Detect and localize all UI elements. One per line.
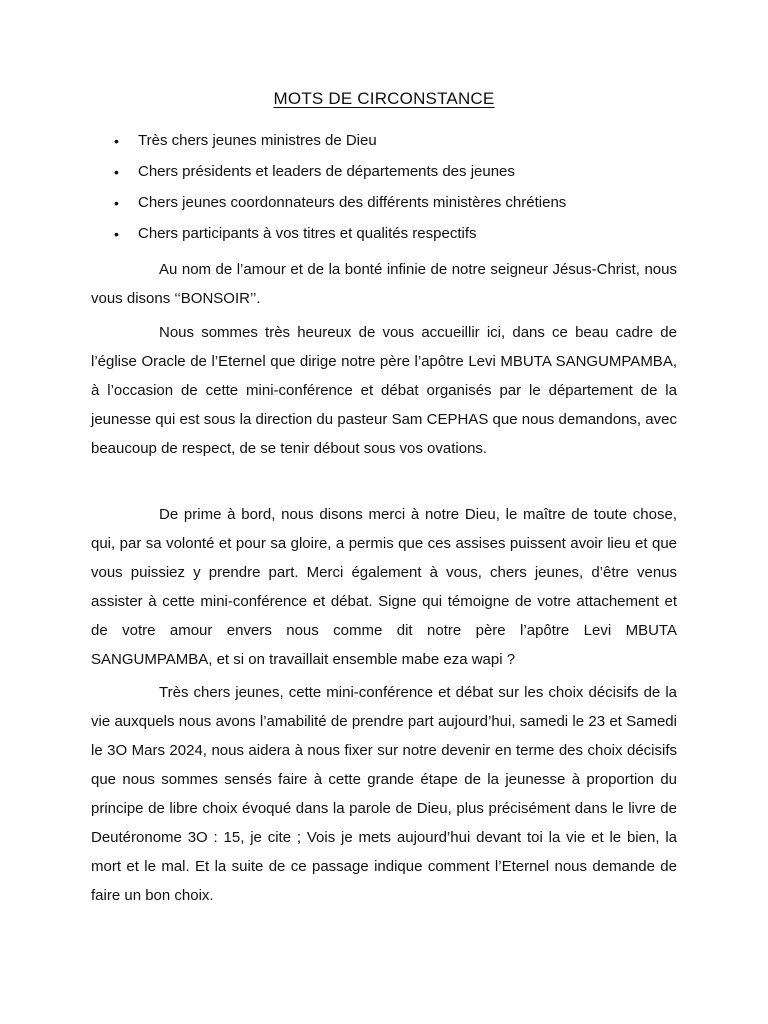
salutation-item [114, 224, 566, 255]
paragraph-thanks: De prime à bord, nous disons merci à notre Dieu, le maître de toute chose, qui, par sa volonté et pour sa gloire, a permis que ces assises puissent avoir lieu et que vous puissiez y prendre part. Merci également à vous, chers jeunes, d’être venus assister à cette mini-conférence et débat. Signe qui témoigne de votre attachement et de votre amour envers nous comme dit notre père l’apôtre Levi MBUTA SANGUMPAMBA, et si on travaillait ensemble mabe eza wapi ? [91, 506, 677, 668]
bullet-icon: • [114, 195, 119, 211]
salutation-text: Chers jeunes coordonnateurs des différents ministères chrétiens [138, 194, 567, 211]
bullet-icon: • [114, 133, 119, 149]
salutation-text: Très chers jeunes ministres de Dieu [138, 132, 377, 149]
bullet-icon: • [114, 226, 119, 242]
paragraph-greeting: Au nom de l’amour et de la bonté infinie de notre seigneur Jésus-Christ, nous vous disons ‘‘BONSOIR’’. [91, 261, 677, 307]
salutation-item [114, 193, 566, 224]
paragraph-welcome: Nous sommes très heureux de vous accueillir ici, dans ce beau cadre de l’église Oracle de l’Eternel que dirige notre père l’apôtre Levi MBUTA SANGUMPAMBA, à l’occasion de cette mini-conférence et débat organisés par le département de la jeunesse qui est sous la direction du pasteur Sam CEPHAS que nous demandons, avec beaucoup de respect, de se tenir débout sous vos ovations. [91, 324, 677, 457]
salutation-text: Chers participants à vos titres et qualités respectifs [138, 225, 477, 242]
salutation-item [114, 131, 566, 162]
bullet-icon: • [114, 164, 119, 180]
paragraph-purpose: Très chers jeunes, cette mini-conférence et débat sur les choix décisifs de la vie auxquels nous avons l’amabilité de prendre part aujourd’hui, samedi le 23 et Samedi le 3O Mars 2024, nous aidera à nous fixer sur notre devenir en terme des choix décisifs que nous sommes sensés faire à cette grande étape de la jeunesse à proportion du principe de libre choix évoqué dans la parole de Dieu, plus précisément dans le livre de Deutéronome 3O : 15, je cite ; Vois je mets aujourd’hui devant toi la vie et le bien, la mort et le mal. Et la suite de ce passage indique comment l’Eternel nous demande de faire un bon choix. [91, 684, 677, 904]
salutation-list [114, 131, 566, 255]
salutation-item [114, 162, 566, 193]
salutation-text: Chers présidents et leaders de départements des jeunes [138, 163, 515, 180]
document-title: MOTS DE CIRCONSTANCE [273, 89, 495, 108]
